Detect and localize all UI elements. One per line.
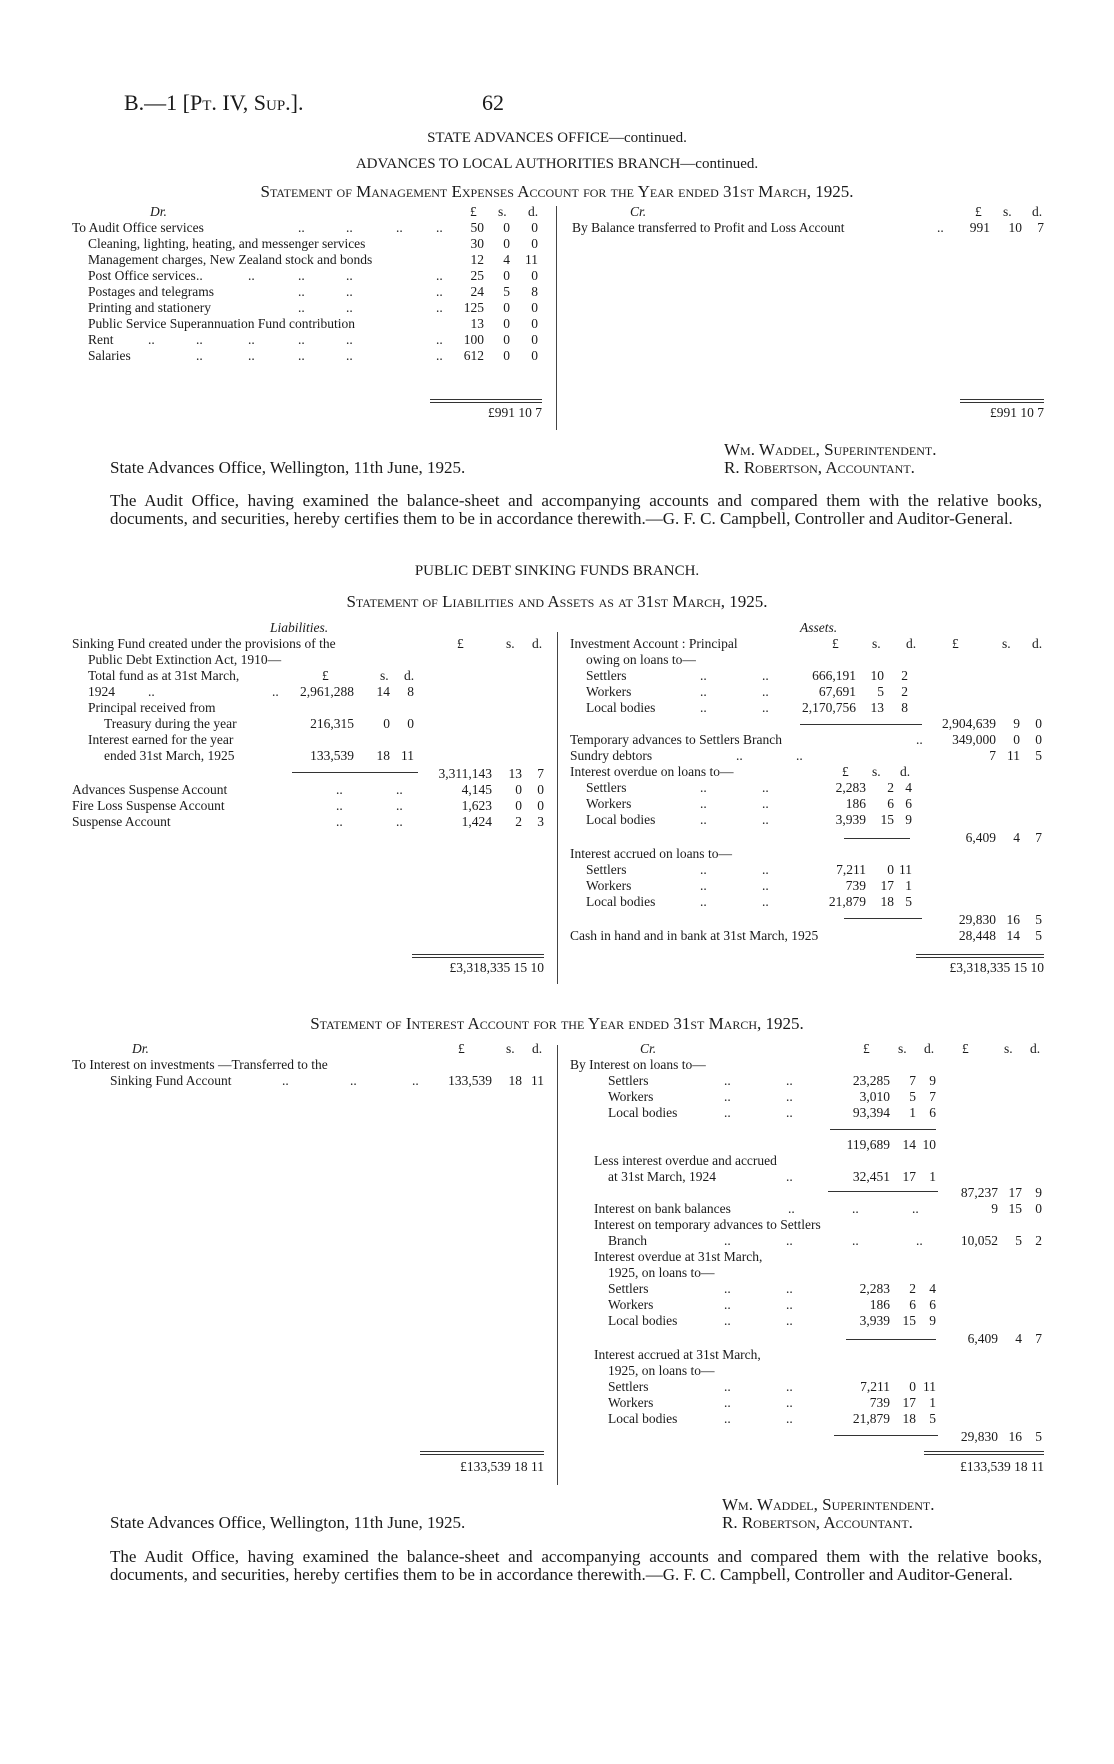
signature-accountant: R. Robertson, Accountant. xyxy=(724,458,915,477)
amount-shillings: 5 xyxy=(909,1089,916,1104)
row-label: Workers xyxy=(608,1089,654,1104)
amount-pounds: 739 xyxy=(869,1395,890,1410)
section-title-branch: ADVANCES TO LOCAL AUTHORITIES BRANCH—continued. xyxy=(355,156,759,172)
col-d: d. xyxy=(528,204,539,219)
row-label: Post Office services xyxy=(88,268,196,283)
amount-pounds: 3,939 xyxy=(859,1313,890,1328)
mgmt-right-label: By Balance transferred to Profit and Loss Account xyxy=(572,220,845,235)
amount-pounds: 739 xyxy=(845,878,866,893)
mgmt-total-left: £991 10 7 xyxy=(488,405,542,420)
col-s: s. xyxy=(506,636,515,651)
amount-pounds: 3,010 xyxy=(859,1089,890,1104)
dr-label: Dr. xyxy=(132,1041,149,1056)
section-title-office: STATE ADVANCES OFFICE—continued. xyxy=(427,130,687,146)
amount-shillings: 0 xyxy=(887,862,894,877)
row-label: Local bodies xyxy=(608,1105,678,1120)
amount-pence: 9 xyxy=(929,1073,936,1088)
amount-pence: 0 xyxy=(537,782,544,797)
signature-superintendent: Wm. Waddel, Superintendent. xyxy=(722,1495,935,1514)
amount-shillings: 0 xyxy=(503,316,510,331)
signature-superintendent: Wm. Waddel, Superintendent. xyxy=(724,440,937,459)
amount-pence: 6 xyxy=(929,1297,936,1312)
row-label: Rent xyxy=(88,332,114,347)
amount-pence: 3 xyxy=(537,814,544,829)
pdsf-branch-title: PUBLIC DEBT SINKING FUNDS BRANCH. xyxy=(414,563,700,579)
amount-pence: 9 xyxy=(929,1313,936,1328)
audit-certificate: The Audit Office, having examined the balance-sheet and accompanying accounts and compared them with the relative books, documents, and securities, hereby certifies them to be in accordance therewith.—G. F. C. Campbell, Controller and Auditor-General. xyxy=(110,1547,1042,1584)
col-s: s. xyxy=(1002,636,1011,651)
col-d: d. xyxy=(1032,636,1043,651)
amount-pounds: 991 xyxy=(969,220,990,235)
row-label: Settlers xyxy=(608,1379,649,1394)
interest-total-left: £133,539 18 11 xyxy=(460,1459,544,1474)
amount-pence: 0 xyxy=(531,332,538,347)
amount-pounds: 2,170,756 xyxy=(802,700,856,715)
amount-pounds: 612 xyxy=(463,348,484,363)
amount-pounds: 7,211 xyxy=(860,1379,890,1394)
row-label: Local bodies xyxy=(608,1411,678,1426)
mgmt-total-right: £991 10 7 xyxy=(990,405,1044,420)
row-label: Public Service Superannuation Fund contribution xyxy=(88,316,355,331)
amount-shillings: 13 xyxy=(870,700,884,715)
amount-pounds: 7,211 xyxy=(836,862,866,877)
row-label: Workers xyxy=(608,1297,654,1312)
amount-shillings: 0 xyxy=(515,782,522,797)
amount-shillings: 2 xyxy=(887,780,894,795)
row-label: Cleaning, lighting, heating, and messenger services xyxy=(88,236,366,251)
col-s: s. xyxy=(872,764,881,779)
amount-pence: 0 xyxy=(531,268,538,283)
amount-shillings: 6 xyxy=(909,1297,916,1312)
liab-assets-title: Statement of Liabilities and Assets as at 31st March, 1925. xyxy=(346,592,768,611)
col-s: s. xyxy=(498,204,507,219)
amount-pounds: 93,394 xyxy=(852,1105,890,1120)
col-s: s. xyxy=(872,636,881,651)
amount-shillings: 1 xyxy=(909,1105,916,1120)
amount-shillings: 18 xyxy=(880,894,894,909)
col-pound: £ xyxy=(458,1041,465,1056)
amount-shillings: 17 xyxy=(902,1395,916,1410)
amount-shillings: 7 xyxy=(909,1073,916,1088)
amount-shillings: 2 xyxy=(515,814,522,829)
col-d: d. xyxy=(906,636,917,651)
row-label: Local bodies xyxy=(608,1313,678,1328)
amount-pounds: 25 xyxy=(470,268,484,283)
amount-pence: 0 xyxy=(531,348,538,363)
amount-shillings: 0 xyxy=(503,348,510,363)
amount-pence: 0 xyxy=(531,300,538,315)
row-label: Workers xyxy=(608,1395,654,1410)
interest-total-right: £133,539 18 11 xyxy=(960,1459,1044,1474)
amount-shillings: 10 xyxy=(1008,220,1022,235)
cr-label: Cr. xyxy=(630,204,647,219)
amount-shillings: 10 xyxy=(870,668,884,683)
row-label: Settlers xyxy=(608,1073,649,1088)
col-s: s. xyxy=(1004,1041,1013,1056)
col-pound: £ xyxy=(457,636,464,651)
amount-pence: 7 xyxy=(1037,220,1044,235)
row-label: To Audit Office services xyxy=(72,220,204,235)
col-d: d. xyxy=(1032,204,1043,219)
col-d: d. xyxy=(532,636,543,651)
row-label: Settlers xyxy=(586,668,627,683)
amount-pence: 5 xyxy=(905,894,912,909)
amount-shillings: 0 xyxy=(909,1379,916,1394)
col-s: s. xyxy=(1003,204,1012,219)
amount-shillings: 5 xyxy=(503,284,510,299)
amount-pounds: 1,424 xyxy=(461,814,492,829)
assets-heading: Assets. xyxy=(800,620,838,635)
liabilities-heading: Liabilities. xyxy=(270,620,329,635)
amount-pounds: 4,145 xyxy=(461,782,492,797)
amount-pence: 0 xyxy=(531,220,538,235)
amount-shillings: 15 xyxy=(880,812,894,827)
signature-place: State Advances Office, Wellington, 11th June, 1925. xyxy=(110,1513,466,1532)
col-s: s. xyxy=(380,668,389,683)
amount-pence: 8 xyxy=(901,700,908,715)
col-pound: £ xyxy=(952,636,959,651)
amount-shillings: 18 xyxy=(902,1411,916,1426)
amount-shillings: 2 xyxy=(909,1281,916,1296)
amount-pence: 0 xyxy=(537,798,544,813)
amount-shillings: 0 xyxy=(503,236,510,251)
amount-pence: 6 xyxy=(905,796,912,811)
row-label: Settlers xyxy=(586,862,627,877)
col-d: d. xyxy=(900,764,911,779)
amount-pounds: 30 xyxy=(470,236,484,251)
amount-pence: 11 xyxy=(923,1379,936,1394)
amount-pence: 1 xyxy=(929,1395,936,1410)
amount-pounds: 125 xyxy=(463,300,484,315)
row-label: Workers xyxy=(586,796,632,811)
amount-pounds: 21,879 xyxy=(852,1411,890,1426)
col-d: d. xyxy=(404,668,415,683)
amount-pence: 11 xyxy=(525,252,538,267)
amount-pence: 0 xyxy=(531,316,538,331)
row-label: Workers xyxy=(586,878,632,893)
amount-pounds: 12 xyxy=(470,252,484,267)
amount-pounds: 186 xyxy=(845,796,866,811)
amount-pounds: 186 xyxy=(869,1297,890,1312)
col-d: d. xyxy=(1030,1041,1041,1056)
col-pound: £ xyxy=(832,636,839,651)
interest-statement-title: Statement of Interest Account for the Year ended 31st March, 1925. xyxy=(310,1014,804,1033)
amount-pounds: 67,691 xyxy=(818,684,856,699)
amount-pence: 2 xyxy=(901,684,908,699)
row-label: Local bodies xyxy=(586,894,656,909)
amount-pounds: 23,285 xyxy=(852,1073,890,1088)
row-label: Suspense Account xyxy=(72,814,171,829)
row-label: Advances Suspense Account xyxy=(72,782,228,797)
amount-pence: 5 xyxy=(929,1411,936,1426)
amount-pounds: 2,283 xyxy=(859,1281,890,1296)
row-label: Settlers xyxy=(608,1281,649,1296)
amount-shillings: 4 xyxy=(503,252,510,267)
amount-pounds: 13 xyxy=(470,316,484,331)
amount-pounds: 2,283 xyxy=(835,780,866,795)
amount-pence: 2 xyxy=(901,668,908,683)
row-label: Local bodies xyxy=(586,812,656,827)
row-label: Local bodies xyxy=(586,700,656,715)
amount-shillings: 0 xyxy=(503,220,510,235)
assets-total: £3,318,335 15 10 xyxy=(949,960,1044,975)
amount-pence: 9 xyxy=(905,812,912,827)
col-s: s. xyxy=(506,1041,515,1056)
col-pound: £ xyxy=(470,204,477,219)
page-number: 62 xyxy=(482,90,504,115)
amount-pounds: 24 xyxy=(470,284,484,299)
row-label: Settlers xyxy=(586,780,627,795)
col-pound: £ xyxy=(322,668,329,683)
col-d: d. xyxy=(532,1041,543,1056)
amount-pence: 1 xyxy=(905,878,912,893)
amount-shillings: 0 xyxy=(503,268,510,283)
amount-pounds: 100 xyxy=(463,332,484,347)
col-d: d. xyxy=(924,1041,935,1056)
row-label: Workers xyxy=(586,684,632,699)
amount-pounds: 3,939 xyxy=(835,812,866,827)
amount-shillings: 5 xyxy=(877,684,884,699)
amount-pence: 6 xyxy=(929,1105,936,1120)
amount-pounds: 50 xyxy=(470,220,484,235)
signature-accountant: R. Robertson, Accountant. xyxy=(722,1513,913,1532)
row-label: Postages and telegrams xyxy=(88,284,214,299)
amount-shillings: 15 xyxy=(902,1313,916,1328)
page-reference: B.—1 [Pt. IV, Sup.]. xyxy=(124,90,304,115)
col-pound: £ xyxy=(863,1041,870,1056)
audit-certificate: The Audit Office, having examined the balance-sheet and accompanying accounts and compared them with the relative books, documents, and securities, hereby certifies them to be in accordance therewith.—G. F. C. Campbell, Controller and Auditor-General. xyxy=(110,491,1042,528)
amount-shillings: 6 xyxy=(887,796,894,811)
amount-pence: 7 xyxy=(929,1089,936,1104)
amount-pence: 8 xyxy=(531,284,538,299)
row-label: Management charges, New Zealand stock and bonds xyxy=(88,252,373,267)
row-label: Salaries xyxy=(88,348,131,363)
row-label: Printing and stationery xyxy=(88,300,211,315)
amount-shillings: 0 xyxy=(503,300,510,315)
col-pound: £ xyxy=(962,1041,969,1056)
signature-place: State Advances Office, Wellington, 11th June, 1925. xyxy=(110,458,466,477)
row-label: Fire Loss Suspense Account xyxy=(72,798,225,813)
cr-label: Cr. xyxy=(640,1041,657,1056)
amount-pence: 4 xyxy=(905,780,912,795)
col-pound: £ xyxy=(842,764,849,779)
amount-shillings: 0 xyxy=(503,332,510,347)
amount-pounds: 666,191 xyxy=(812,668,856,683)
amount-pounds: 1,623 xyxy=(461,798,492,813)
dr-label: Dr. xyxy=(150,204,167,219)
amount-shillings: 17 xyxy=(880,878,894,893)
mgmt-statement-title: Statement of Management Expenses Account for the Year ended 31st March, 1925. xyxy=(260,182,854,201)
col-s: s. xyxy=(898,1041,907,1056)
amount-pence: 4 xyxy=(929,1281,936,1296)
amount-pounds: 21,879 xyxy=(828,894,866,909)
col-pound: £ xyxy=(975,204,982,219)
amount-pence: 0 xyxy=(531,236,538,251)
amount-shillings: 0 xyxy=(515,798,522,813)
liab-total: £3,318,335 15 10 xyxy=(449,960,544,975)
amount-pence: 11 xyxy=(899,862,912,877)
